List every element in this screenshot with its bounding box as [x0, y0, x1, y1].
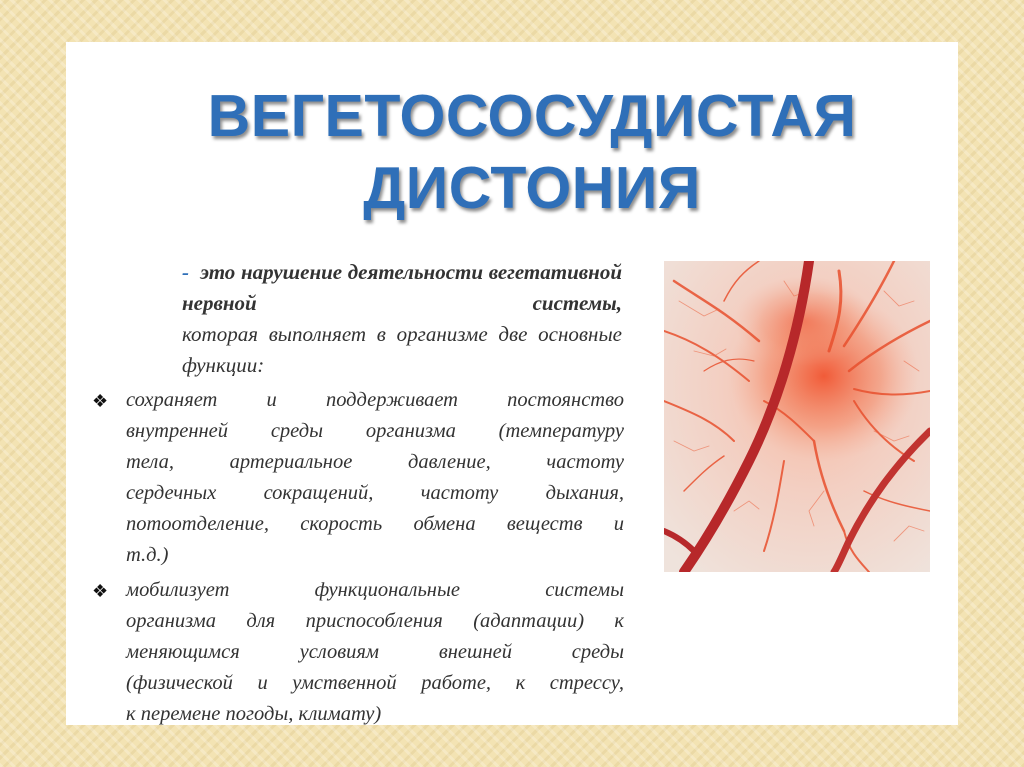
- diamond-bullet-icon: ❖: [92, 391, 109, 411]
- function-item-2: [92, 575, 624, 730]
- diamond-bullet-icon: ❖: [92, 581, 109, 601]
- function-2-line-1: мобилизует функциональные системы: [126, 579, 624, 601]
- title-line-2: ДИСТОНИЯ: [363, 155, 701, 221]
- definition-bold-text: это нарушение деятельности вегетативной нервной системы,: [182, 260, 623, 315]
- definition-second-part: которая выполняет в организме две основные функции:: [182, 322, 622, 377]
- slide-title: [66, 80, 958, 224]
- definition-first-part: [182, 257, 622, 319]
- function-1-line-5: потоотделение, скорость обмена веществ и: [126, 513, 624, 535]
- definition-paragraph: [182, 257, 622, 381]
- function-1-line-3: тела, артериальное давление, частоту: [126, 451, 624, 473]
- function-1-line-6: т.д.): [126, 544, 169, 566]
- function-1-line-4: сердечных сокращений, частоту дыхания,: [126, 482, 624, 504]
- blood-vessels-photo: [664, 261, 930, 572]
- title-line-1: ВЕГЕТОСОСУДИСТАЯ: [207, 83, 857, 149]
- function-1-line-2: внутренней среды организма (температуру: [126, 420, 624, 442]
- slide-body: [92, 257, 624, 730]
- definition-dash: -: [182, 260, 189, 284]
- function-2-line-3: меняющимся условиям внешней среды: [126, 641, 624, 663]
- function-1-line-1: сохраняет и поддерживает постоянство: [126, 389, 624, 411]
- function-2-line-2: организма для приспособления (адаптации) к: [126, 610, 624, 632]
- function-2-line-4: (физической и умственной работе, к стрессу,: [126, 672, 624, 694]
- function-item-1: [92, 385, 624, 571]
- function-2-line-5: к перемене погоды, климату): [126, 703, 382, 725]
- slide: [66, 42, 958, 725]
